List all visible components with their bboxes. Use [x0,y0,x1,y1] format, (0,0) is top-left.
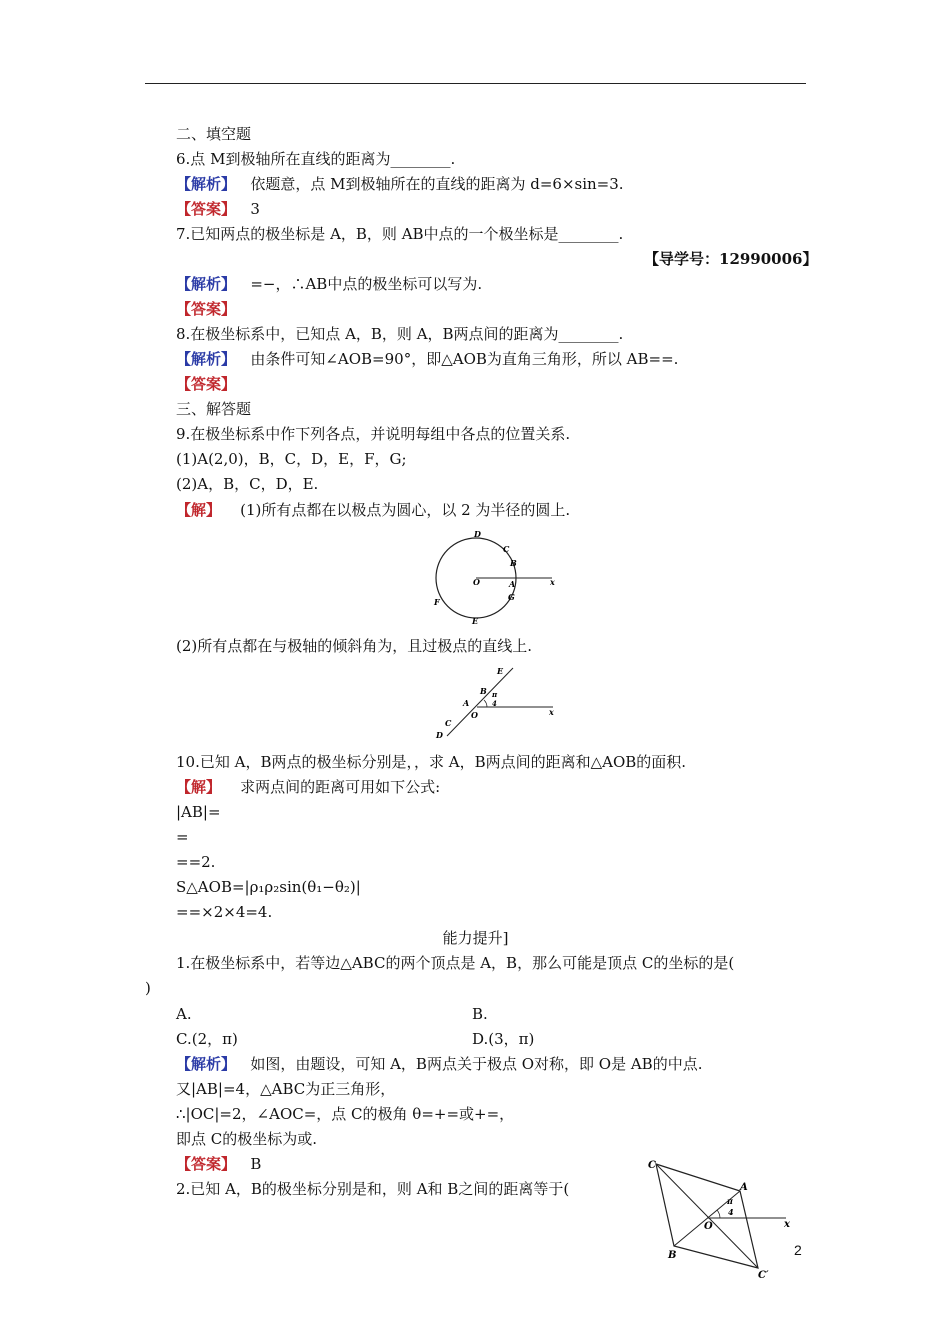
adv-q1-analysis [176,1054,702,1074]
option-c: C.(2，π) [176,1030,238,1048]
answer-tag: 【答案】 [176,300,237,318]
rhombus-label-a: A [740,1182,748,1193]
section-heading-solve: 三、解答题 [176,400,252,418]
circle-label-g: G [508,592,515,602]
header-rule [145,83,806,84]
rhombus-angle-4: 4 [728,1207,734,1217]
rhombus-angle-pi: π [727,1196,733,1206]
rhombus-label-c-prime: C′ [758,1270,769,1281]
analysis-tag: 【解析】 [176,1055,237,1073]
angle-arc [484,700,487,707]
circle-label-x: x [550,577,555,587]
answer-tag: 【答案】 [176,1155,237,1173]
q10-area-formula: S△AOB=|ρ₁ρ₂sin(θ₁−θ₂)| [176,878,361,896]
advanced-question-1: 1.在极坐标系中，若等边△ABC的两个顶点是 A，B，那么可能是顶点 C的坐标的是( [176,954,735,972]
line-angle-4: 4 [492,699,497,708]
q7-analysis-text: =−，∴AB中点的极坐标可以写为. [250,275,483,293]
line-label-o: O [471,710,478,720]
adv-q1-step-1: 又|AB|=4，△ABC为正三角形， [176,1080,396,1098]
line-label-a: A [463,698,470,708]
rhombus-label-b: B [668,1250,677,1261]
q6-answer-text: 3 [250,200,260,218]
adv-q1-step-3: 即点 C的极坐标为或. [176,1130,318,1148]
section-heading-fill: 二、填空题 [176,125,252,143]
line-figure [425,660,565,742]
q6-analysis [176,174,624,194]
circle-label-a: A [509,579,516,589]
q8-analysis [176,349,678,369]
page-number: 2 [794,1242,802,1258]
line-label-e: E [497,666,504,676]
q10-formula-2: = [176,828,189,846]
adv-q1-analysis-text: 如图，由题设，可知 A，B两点关于极点 O对称，即 O是 AB的中点. [250,1055,703,1073]
line-label-b: B [480,686,487,696]
q6-analysis-text: 依题意，点 M到极轴所在的直线的距离为 d=6×sin=3. [250,175,624,193]
q8-answer [176,374,236,394]
circle-label-b: B [510,558,517,568]
q10-area-result: ==×2×4=4. [176,903,273,921]
answer-tag: 【答案】 [176,200,237,218]
q10-formula-3: ==2. [176,853,216,871]
question-8: 8.在极坐标系中，已知点 A，B，则 A，B两点间的距离为________. [176,325,624,343]
question-10: 10.已知 A，B两点的极坐标分别是，，求 A，B两点间的距离和△AOB的面积. [176,753,687,771]
option-d: D.(3，π) [472,1030,535,1048]
adv-q1-answer-text: B [250,1155,262,1173]
line-label-c: C [445,718,452,728]
q7-analysis [176,274,482,294]
circle-label-o: O [473,577,480,587]
analysis-tag: 【解析】 [176,350,237,368]
analysis-tag: 【解析】 [176,275,237,293]
rhombus-label-c: C [648,1160,656,1171]
inclined-line [447,668,513,736]
guide-number: 【导学号：12990006】 [644,250,818,268]
advanced-question-2: 2.已知 A，B的极坐标分别是和，则 A和 B之间的距离等于( [176,1180,570,1198]
question-7: 7.已知两点的极坐标是 A，B，则 AB中点的一个极坐标是________. [176,225,624,243]
analysis-tag: 【解析】 [176,175,237,193]
option-a: A. [176,1005,192,1023]
q9-part2: (2)A，B，C，D，E. [176,475,319,493]
advanced-question-1-close: ) [145,979,151,997]
solution-tag: 【解】 [176,501,222,519]
q9-solution [176,500,570,520]
rhombus-label-o: O [704,1221,713,1232]
q8-analysis-text: 由条件可知∠AOB=90°，即△AOB为直角三角形，所以 AB==. [250,350,679,368]
q9-solution-text: (1)所有点都在以极点为圆心，以 2 为半径的圆上. [240,501,571,519]
q10-solution [176,777,440,797]
adv-q1-answer [176,1154,261,1174]
question-9: 9.在极坐标系中作下列各点，并说明每组中各点的位置关系. [176,425,571,443]
option-b: B. [472,1005,488,1023]
q10-solution-text: 求两点间的距离可用如下公式: [240,778,441,796]
rhombus-figure [640,1154,800,1282]
adv-q1-step-2: ∴|OC|=2，∠AOC=，点 C的极角 θ=+=或+=， [176,1105,515,1123]
circle-label-d: D [474,529,481,539]
circle-figure [420,528,570,628]
circle-label-f: F [434,597,440,607]
line-angle-pi: π [492,690,498,699]
solution-tag: 【解】 [176,778,222,796]
angle-arc [717,1210,720,1218]
answer-tag: 【答案】 [176,375,237,393]
q9-part1: (1)A(2,0)，B，C，D，E，F，G; [176,450,407,468]
q7-answer [176,299,236,319]
q6-answer [176,199,260,219]
line-label-x: x [549,707,554,717]
q9-solution-part2: (2)所有点都在与极轴的倾斜角为，且过极点的直线上. [176,637,533,655]
circle-label-c: C [503,544,510,554]
q10-formula-1: |AB|= [176,803,221,821]
circle-label-e: E [472,616,479,626]
line-label-d: D [436,730,443,740]
rhombus-label-x: x [784,1219,790,1230]
section-heading-advanced: 能力提升] [442,929,509,947]
question-6: 6.点 M到极轴所在直线的距离为________. [176,150,456,168]
